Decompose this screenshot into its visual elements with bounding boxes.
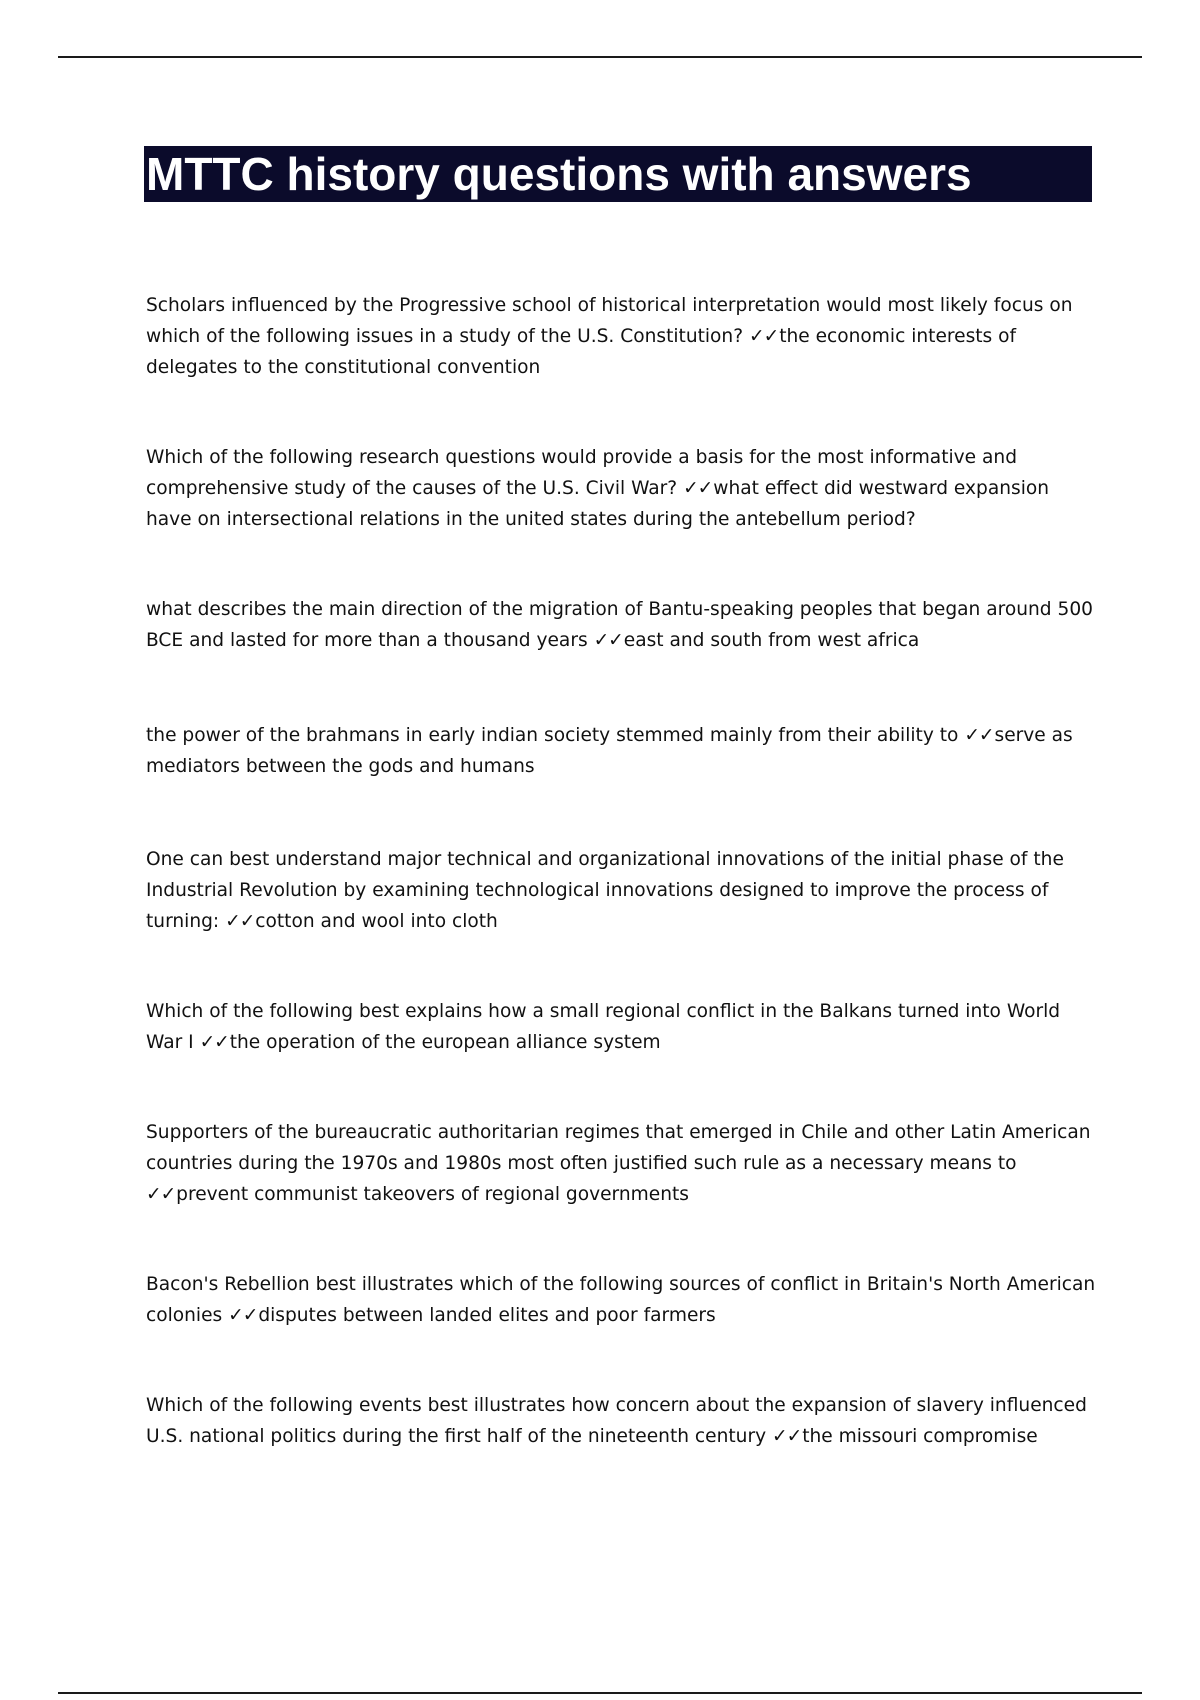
answer-text: prevent communist takeovers of regional governments: [176, 1184, 689, 1205]
answer-text: the economic interests of delegates to the constitutional convention: [146, 326, 1017, 378]
double-check-icon: ✓✓: [593, 630, 623, 651]
double-check-icon: ✓✓: [199, 1032, 229, 1053]
qa-list: [146, 290, 1096, 1452]
answer-text: the operation of the european alliance system: [229, 1032, 661, 1053]
answer-text: cotton and wool into cloth: [255, 911, 498, 932]
question-text: Bacon's Rebellion best illustrates which of the following sources of conflict in Britain's North American colonies: [146, 1274, 1096, 1326]
footer-rule: [58, 1692, 1142, 1694]
qa-item: [146, 442, 1096, 535]
qa-item: [146, 844, 1096, 937]
double-check-icon: ✓✓: [683, 478, 713, 499]
answer-text: east and south from west africa: [623, 630, 920, 651]
double-check-icon: ✓✓: [749, 326, 779, 347]
question-text: One can best understand major technical and organizational innovations of the initial phase of the Industrial Revolution by examining technological innovations designed to improve the process of turning:: [146, 849, 1064, 932]
answer-text: the missouri compromise: [802, 1426, 1038, 1447]
qa-item: [146, 1269, 1096, 1331]
answer-text: what effect did westward expansion have on intersectional relations in the united states during the antebellum period?: [146, 478, 1050, 530]
answer-text: disputes between landed elites and poor farmers: [258, 1305, 716, 1326]
double-check-icon: ✓✓: [225, 911, 255, 932]
double-check-icon: ✓✓: [964, 725, 994, 746]
title-banner: [144, 146, 1092, 202]
qa-item: [146, 1390, 1096, 1452]
double-check-icon: ✓✓: [146, 1184, 176, 1205]
question-text: Which of the following best explains how a small regional conflict in the Balkans turned into World War I: [146, 1001, 1061, 1053]
double-check-icon: ✓✓: [228, 1305, 258, 1326]
document-title: MTTC history questions with answers: [146, 148, 972, 200]
question-text: Scholars influenced by the Progressive school of historical interpretation would most likely focus on which of the following issues in a study of the U.S. Constitution?: [146, 295, 1073, 347]
question-text: the power of the brahmans in early indian society stemmed mainly from their ability to: [146, 725, 959, 746]
answer-text: serve as mediators between the gods and humans: [146, 725, 1073, 777]
qa-item: [146, 996, 1096, 1058]
header-rule: [58, 56, 1142, 58]
double-check-icon: ✓✓: [772, 1426, 802, 1447]
question-text: what describes the main direction of the migration of Bantu-speaking peoples that began around 500 BCE and lasted for more than a thousand years: [146, 599, 1093, 651]
question-text: Which of the following events best illustrates how concern about the expansion of slavery influenced U.S. national politics during the first half of the nineteenth century: [146, 1395, 1087, 1447]
qa-item: [146, 1117, 1096, 1210]
qa-item: [146, 720, 1096, 782]
qa-item: [146, 290, 1096, 383]
question-text: Supporters of the bureaucratic authoritarian regimes that emerged in Chile and other Latin American countries during the 1970s and 1980s most often justified such rule as a necessary means to: [146, 1122, 1091, 1174]
question-text: Which of the following research questions would provide a basis for the most informative and comprehensive study of the causes of the U.S. Civil War?: [146, 447, 1017, 499]
qa-item: [146, 594, 1096, 656]
